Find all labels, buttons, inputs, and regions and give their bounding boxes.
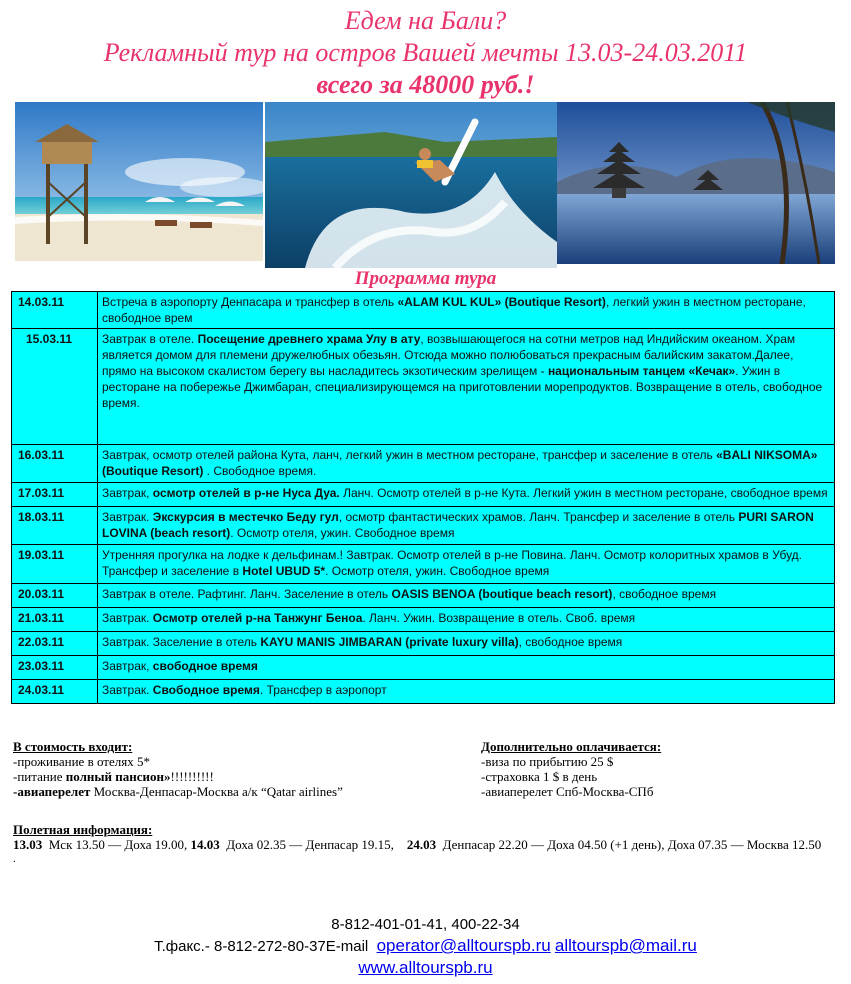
itinerary-highlight: KAYU MANIS JIMBARAN (private luxury villa) <box>260 635 519 649</box>
itinerary-text: . Трансфер в аэропорт <box>259 683 387 697</box>
itinerary-text: Завтрак, осмотр отелей района Кута, ланч, легкий ужин в местном ресторане, трансфер и заселение в отель <box>102 448 717 462</box>
itinerary-row <box>12 292 835 329</box>
headline-price: всего за 48000 руб.! <box>316 70 535 99</box>
flight-date-2: 14.03 <box>190 837 220 852</box>
itinerary-text: Завтрак. <box>102 683 153 697</box>
itinerary-text: . Осмотр отеля, ужин. Свободное время <box>230 526 455 540</box>
itinerary-highlight: «BALI NIKSOMA» (Boutique Resort) <box>102 448 818 478</box>
itinerary-text: Завтрак в отеле. Рафтинг. Ланч. Заселение в отель <box>102 587 392 601</box>
itinerary-row <box>12 584 835 608</box>
flight-info-text <box>13 837 833 852</box>
itinerary-row <box>12 632 835 656</box>
itinerary-row <box>12 680 835 704</box>
itinerary-text: Встреча в аэропорту Денпасара и трансфер в отель <box>102 295 398 309</box>
itinerary-description <box>98 608 835 632</box>
itinerary-table <box>11 291 835 704</box>
itinerary-text: Завтрак. <box>102 510 153 524</box>
itinerary-text: Утренняя прогулка на лодке к дельфинам.! Завтрак. Осмотр отелей в р-не Повина. Ланч. Осмотр колоритных храмов в Убуд. Трансфер и заселение в <box>102 548 803 578</box>
itinerary-text: Завтрак в отеле. <box>102 332 198 346</box>
flight-label: -авиаперелет <box>13 784 91 799</box>
itinerary-description <box>98 545 835 584</box>
itinerary-text: , возвышающегося на сотни метров над Индийским океаном. Храм является домом для племени дружелюбных обезьян. Отсюда можно полюбоваться прекрасным балийским закатом.Далее, прямо на высоком скалистом берегу вы насладитесь экзотическим зрелищем - <box>102 332 796 378</box>
included-block <box>13 739 453 799</box>
itinerary-date: 15.03.11 <box>12 329 98 445</box>
itinerary-date: 14.03.11 <box>12 292 98 329</box>
itinerary-text: Завтрак. <box>102 611 153 625</box>
email-link-mail[interactable]: alltourspb@mail.ru <box>554 936 697 955</box>
itinerary-date: 19.03.11 <box>12 545 98 584</box>
flight-seg-2: Доха 02.35 — Денпасар 19.15, <box>219 837 407 852</box>
program-title: Программа тура <box>354 268 497 289</box>
meals-plan: полный пансион» <box>65 769 171 784</box>
itinerary-date: 22.03.11 <box>12 632 98 656</box>
flight-info-block <box>13 822 833 867</box>
beach-lifeguard-tower-photo <box>15 102 263 261</box>
surfer-wave-photo <box>265 102 557 268</box>
itinerary-highlight: свободное время <box>152 659 258 673</box>
itinerary-text: , свободное время <box>518 635 623 649</box>
extra-flight: -авиаперелет Спб-Москва-СПб <box>481 784 654 799</box>
extra-title: Дополнительно оплачивается: <box>481 739 662 754</box>
itinerary-text: . Свободное время. <box>203 464 317 478</box>
itinerary-date: 16.03.11 <box>12 445 98 483</box>
itinerary-description <box>98 680 835 704</box>
contact-site <box>0 957 851 979</box>
itinerary-description <box>98 507 835 545</box>
flight-info-title: Полетная информация: <box>13 822 153 837</box>
itinerary-text: Завтрак, <box>102 659 153 673</box>
itinerary-text: , свободное время <box>612 587 717 601</box>
itinerary-text: Завтрак, <box>102 486 153 500</box>
included-accommodation: -проживание в отелях 5* <box>13 754 150 769</box>
itinerary-highlight: национальным танцем «Кечак» <box>547 364 736 378</box>
itinerary-description <box>98 584 835 608</box>
itinerary-description <box>98 632 835 656</box>
itinerary-row <box>12 507 835 545</box>
itinerary-description <box>98 483 835 507</box>
website-link[interactable]: www.alltourspb.ru <box>358 958 493 977</box>
itinerary-highlight: «ALAM KUL KUL» (Boutique Resort) <box>397 295 606 309</box>
lake-temple-photo <box>557 102 835 264</box>
itinerary-description <box>98 292 835 329</box>
meals-label: -питание <box>13 769 66 784</box>
extra-block <box>481 739 831 799</box>
included-title: В стоимость входит: <box>13 739 133 754</box>
flight-seg-3: Денпасар 22.20 — Доха 04.50 (+1 день), Доха 07.35 — Москва 12.50 <box>436 837 822 852</box>
itinerary-highlight: Экскурсия в местечко Беду гул <box>152 510 339 524</box>
contact-fax-email <box>0 935 851 957</box>
itinerary-text: , легкий ужин в местном ресторане, свободное врем <box>102 295 806 325</box>
itinerary-text: Завтрак. Заселение в отель <box>102 635 261 649</box>
itinerary-row <box>12 329 835 445</box>
headline-question: Едем на Бали? <box>344 6 507 35</box>
itinerary-row <box>12 656 835 680</box>
itinerary-description <box>98 445 835 483</box>
itinerary-description <box>98 329 835 445</box>
itinerary-row <box>12 608 835 632</box>
itinerary-text: . Осмотр отеля, ужин. Свободное время <box>325 564 550 578</box>
itinerary-date: 21.03.11 <box>12 608 98 632</box>
flight-date-1: 13.03 <box>13 837 43 852</box>
flight-date-3: 24.03 <box>406 837 437 852</box>
flight-seg-1: Мск 13.50 — Доха 19.00, <box>42 837 191 852</box>
itinerary-date: 18.03.11 <box>12 507 98 545</box>
included-meals <box>13 769 453 784</box>
itinerary-text: . Ужин в ресторане на побережье Джимбаран, специализирующемся на приготовлении морепродуктов. Возвращение в отель, свободное время. <box>102 364 823 410</box>
itinerary-date: 17.03.11 <box>12 483 98 507</box>
flight-info-dot: . <box>13 853 16 865</box>
itinerary-highlight: Hotel UBUD 5* <box>242 564 326 578</box>
itinerary-date: 24.03.11 <box>12 680 98 704</box>
email-link-operator[interactable]: operator@alltourspb.ru <box>376 936 551 955</box>
itinerary-row <box>12 545 835 584</box>
headline-tour: Рекламный тур на остров Вашей мечты 13.03-24.03.2011 <box>103 38 748 67</box>
contact-fax: Т.факс.- 8-812-272-80-37E-mail <box>154 938 377 955</box>
itinerary-date: 23.03.11 <box>12 656 98 680</box>
itinerary-highlight: Посещение древнего храма Улу в ату <box>197 332 421 346</box>
itinerary-date: 20.03.11 <box>12 584 98 608</box>
itinerary-row <box>12 483 835 507</box>
itinerary-row <box>12 445 835 483</box>
included-flight <box>13 784 453 799</box>
itinerary-highlight: PURI SARON LOVINA (beach resort) <box>102 510 814 540</box>
flight-route: Москва-Денпасар-Москва а/к “Qatar airlines” <box>90 784 343 799</box>
itinerary-description <box>98 656 835 680</box>
contact-phones: 8-812-401-01-41, 400-22-34 <box>331 916 520 933</box>
itinerary-text: , осмотр фантастических храмов. Ланч. Трансфер и заселение в отель <box>338 510 739 524</box>
itinerary-text: . Ланч. Ужин. Возвращение в отель. Своб. время <box>362 611 636 625</box>
meals-exclaim: !!!!!!!!!! <box>170 769 214 784</box>
itinerary-highlight: Осмотр отелей р-на Танжунг Беноа <box>152 611 363 625</box>
itinerary-highlight: Свободное время <box>152 683 260 697</box>
extra-visa: -виза по прибытию 25 $ <box>481 754 614 769</box>
itinerary-highlight: осмотр отелей в р-не Нуса Дуа. <box>152 486 340 500</box>
extra-insurance: -страховка 1 $ в день <box>481 769 598 784</box>
itinerary-highlight: OASIS BENOA (boutique beach resort) <box>391 587 613 601</box>
itinerary-text: Ланч. Осмотр отелей в р-не Кута. Легкий ужин в местном ресторане, свободное время <box>339 486 828 500</box>
